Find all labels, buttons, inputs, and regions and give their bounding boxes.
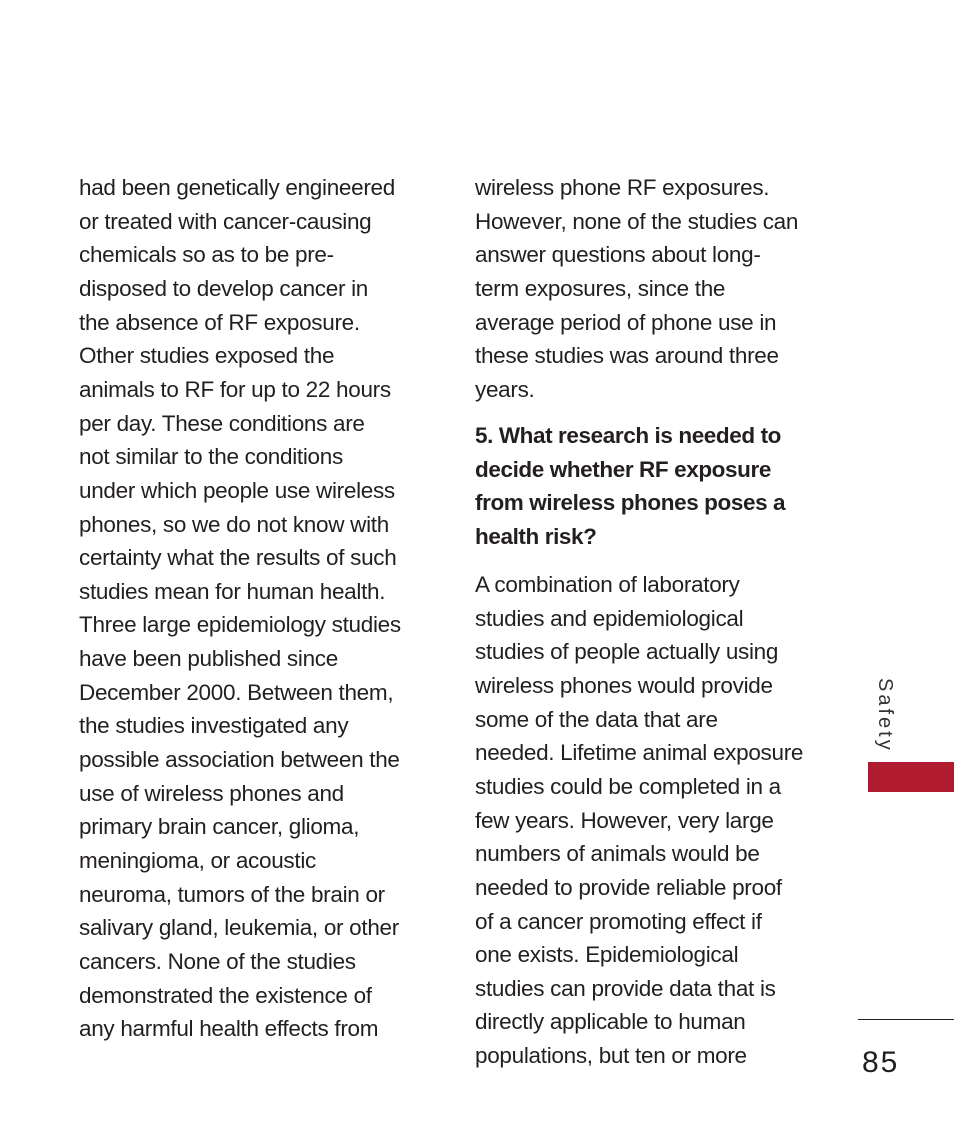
text-line: studies of people actually using xyxy=(475,639,779,665)
text-line: certainty what the results of such xyxy=(79,545,397,571)
text-line: any harmful health effects from xyxy=(79,1016,379,1042)
text-line: salivary gland, leukemia, or other xyxy=(79,915,399,941)
heading-line: decide whether RF exposure xyxy=(475,456,771,482)
text-line: animals to RF for up to 22 hours xyxy=(79,376,391,402)
text-line: meningioma, or acoustic xyxy=(79,848,316,873)
text-line: populations, but ten or more xyxy=(475,1043,747,1069)
text-line: per day. These conditions are xyxy=(79,410,365,436)
text-line: the studies investigated any xyxy=(79,713,349,739)
text-line: use of wireless phones and xyxy=(79,780,344,806)
text-line: studies and epidemiological xyxy=(475,605,744,631)
text-line: needed to provide reliable proof xyxy=(475,874,782,900)
heading-line: 5. What research is needed to xyxy=(475,423,782,448)
text-line: average period of phone use in xyxy=(475,309,777,335)
text-line: under which people use wireless xyxy=(79,477,395,503)
text-line: studies can provide data that is xyxy=(475,975,776,1001)
text-line: term exposures, since the xyxy=(475,275,726,301)
text-line: studies could be completed in a xyxy=(475,773,781,799)
text-line: disposed to develop cancer in xyxy=(79,275,368,301)
text-line: A combination of laboratory xyxy=(475,572,740,597)
text-line: few years. However, very large xyxy=(475,807,774,833)
text-line: chemicals so as to be pre- xyxy=(79,242,334,268)
heading-line: health risk? xyxy=(475,523,597,549)
text-line: these studies was around three xyxy=(475,343,779,369)
text-line: not similar to the conditions xyxy=(79,444,343,470)
text-line: However, none of the studies can xyxy=(475,208,799,234)
text-line: Other studies exposed the xyxy=(79,343,335,369)
text-line: wireless phone RF exposures. xyxy=(475,175,770,200)
text-line: possible association between the xyxy=(79,747,400,773)
text-line: needed. Lifetime animal exposure xyxy=(475,740,804,766)
text-line: one exists. Epidemiological xyxy=(475,942,739,968)
text-line: Three large epidemiology studies xyxy=(79,612,401,638)
page-number-rule xyxy=(858,1019,954,1020)
section-tab-marker xyxy=(868,762,954,792)
section-tab-label: Safety xyxy=(874,678,896,753)
text-line: studies mean for human health. xyxy=(79,578,386,604)
text-line: have been published since xyxy=(79,646,338,672)
text-line: demonstrated the existence of xyxy=(79,982,372,1008)
text-line: numbers of animals would be xyxy=(475,841,760,867)
text-line: primary brain cancer, glioma, xyxy=(79,814,360,840)
text-line: some of the data that are xyxy=(475,706,718,732)
text-line: cancers. None of the studies xyxy=(79,948,356,974)
text-line: or treated with cancer-causing xyxy=(79,208,372,234)
heading-line: from wireless phones poses a xyxy=(475,490,786,516)
text-line: had been genetically engineered xyxy=(79,175,395,200)
text-line: the absence of RF exposure. xyxy=(79,309,360,335)
text-line: wireless phones would provide xyxy=(475,672,773,698)
text-line: answer questions about long- xyxy=(475,242,761,268)
page-number: 85 xyxy=(862,1046,900,1079)
text-line: directly applicable to human xyxy=(475,1009,746,1035)
text-line: neuroma, tumors of the brain or xyxy=(79,881,385,907)
text-line: December 2000. Between them, xyxy=(79,679,394,705)
text-line: years. xyxy=(475,376,535,402)
text-line: of a cancer promoting effect if xyxy=(475,908,762,934)
text-line: phones, so we do not know with xyxy=(79,511,389,537)
